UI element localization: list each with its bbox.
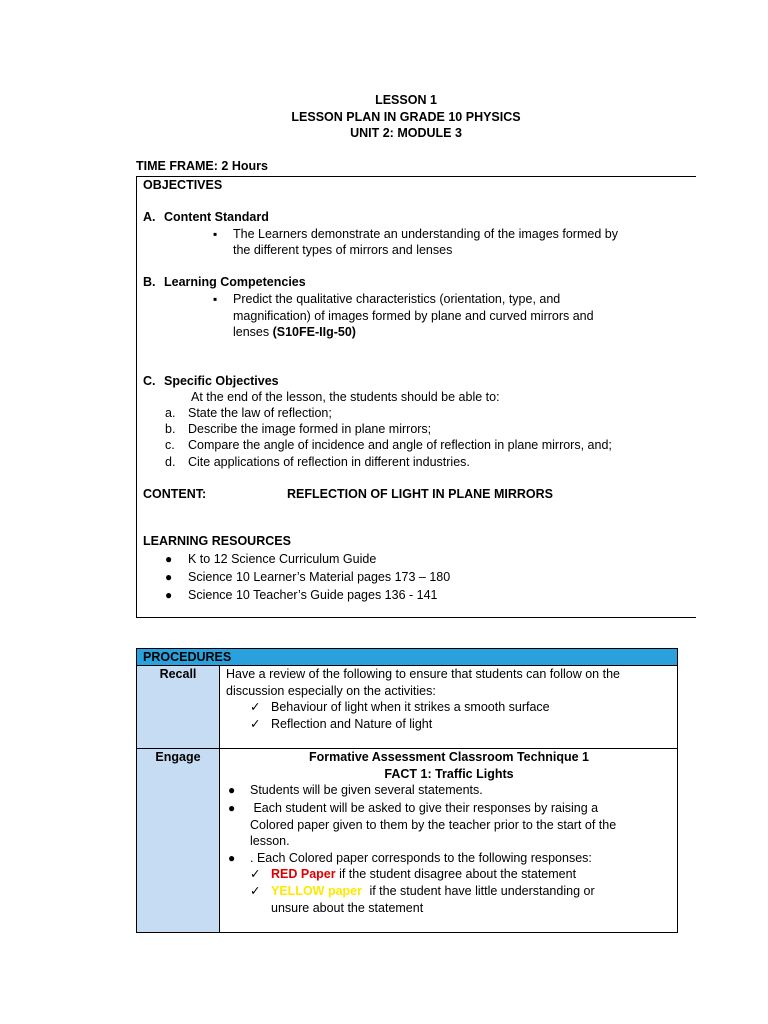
unit-module: UNIT 2: MODULE 3 (350, 126, 462, 140)
resource-item: K to 12 Science Curriculum Guide (188, 552, 377, 566)
lesson-plan-title: LESSON PLAN IN GRADE 10 PHYSICS (291, 110, 521, 124)
yellow-paper-item-line-2: unsure about the statement (271, 901, 424, 915)
objective-text: Cite applications of reflection in different industries. (188, 455, 470, 469)
objective-label: d. (165, 455, 176, 469)
recall-check-item: Behaviour of light when it strikes a smooth surface (271, 700, 550, 714)
bullet-icon: ● (228, 851, 236, 865)
learning-competencies-text-1: ▪ Predict the qualitative characteristics (orientation, type, and (233, 291, 560, 307)
objective-label: a. (165, 406, 176, 420)
bullet-icon: ● (165, 570, 173, 584)
content-standard-title: Content Standard (164, 210, 269, 224)
engage-title-1: Formative Assessment Classroom Technique 1 (309, 750, 589, 764)
yellow-paper-item: YELLOW paper if the student have little understanding or (271, 884, 595, 898)
recall-text-1: Have a review of the following to ensure that students can follow on the (226, 667, 620, 681)
procedures-table (136, 648, 678, 933)
yellow-paper-label: YELLOW paper (271, 884, 362, 898)
learning-competencies-title: Learning Competencies (164, 275, 306, 289)
bullet-icon: ● (228, 783, 236, 797)
engage-bullet-1: Students will be given several statements. (250, 783, 483, 797)
content-standard-text-2: the different types of mirrors and lenses (233, 243, 453, 257)
objective-label: c. (165, 438, 175, 452)
content-value: REFLECTION OF LIGHT IN PLANE MIRRORS (287, 487, 553, 501)
engage-bullet-2-line-2: Colored paper given to them by the teacher prior to the start of the (250, 818, 617, 832)
checkmark-icon: ✓ (250, 867, 261, 881)
bullet-icon: ● (228, 801, 236, 815)
objective-text: Compare the angle of incidence and angle of reflection in plane mirrors, and; (188, 438, 612, 452)
engage-bullet-2-line-1: Each student will be asked to give their responses by raising a (250, 801, 599, 815)
time-frame: TIME FRAME: 2 Hours (136, 159, 268, 173)
objective-text: Describe the image formed in plane mirrors; (188, 422, 432, 436)
red-paper-item: RED Paper if the student disagree about the statement (271, 867, 577, 881)
competency-code: (S10FE-IIg-50) (272, 325, 356, 339)
red-paper-label: RED Paper (271, 867, 336, 881)
recall-check-item: Reflection and Nature of light (271, 717, 433, 731)
objectives-title: OBJECTIVES (143, 178, 223, 192)
checkmark-icon: ✓ (250, 717, 261, 731)
engage-bullet-3: . Each Colored paper corresponds to the following responses: (250, 851, 592, 865)
recall-text-2: discussion especially on the activities: (226, 684, 436, 698)
engage-bullet-2-line-3: lesson. (250, 834, 290, 848)
objective-text: State the law of reflection; (188, 406, 332, 420)
recall-cell (220, 666, 678, 749)
resource-item: Science 10 Teacher’s Guide pages 136 - 141 (188, 588, 438, 602)
learning-competencies-label: B. (143, 275, 156, 289)
checkmark-icon: ✓ (250, 700, 261, 714)
resource-item: Science 10 Learner’s Material pages 173 – 180 (188, 570, 451, 584)
objectives-box (136, 176, 696, 618)
engage-label: Engage (137, 749, 220, 933)
engage-title-2: FACT 1: Traffic Lights (384, 767, 514, 781)
checkmark-icon: ✓ (250, 884, 261, 898)
learning-resources-title: LEARNING RESOURCES (143, 534, 291, 548)
bullet-icon: ● (165, 552, 173, 566)
lesson-number: LESSON 1 (375, 93, 437, 107)
engage-cell (220, 749, 678, 933)
learning-competencies-text-2: magnification) of images formed by plane and curved mirrors and (233, 309, 594, 323)
objective-label: b. (165, 422, 176, 436)
specific-objectives-title: Specific Objectives (164, 374, 279, 388)
content-standard-label: A. (143, 210, 156, 224)
content-standard-text-1: ▪ The Learners demonstrate an understanding of the images formed by (233, 226, 618, 242)
recall-label: Recall (137, 666, 220, 749)
bullet-icon: ● (165, 588, 173, 602)
content-label: CONTENT: (143, 487, 207, 501)
procedures-header: PROCEDURES (137, 649, 678, 666)
learning-competencies-text-3: lenses (S10FE-IIg-50) (233, 325, 356, 339)
specific-objectives-intro: At the end of the lesson, the students should be able to: (191, 390, 500, 404)
specific-objectives-label: C. (143, 374, 156, 388)
